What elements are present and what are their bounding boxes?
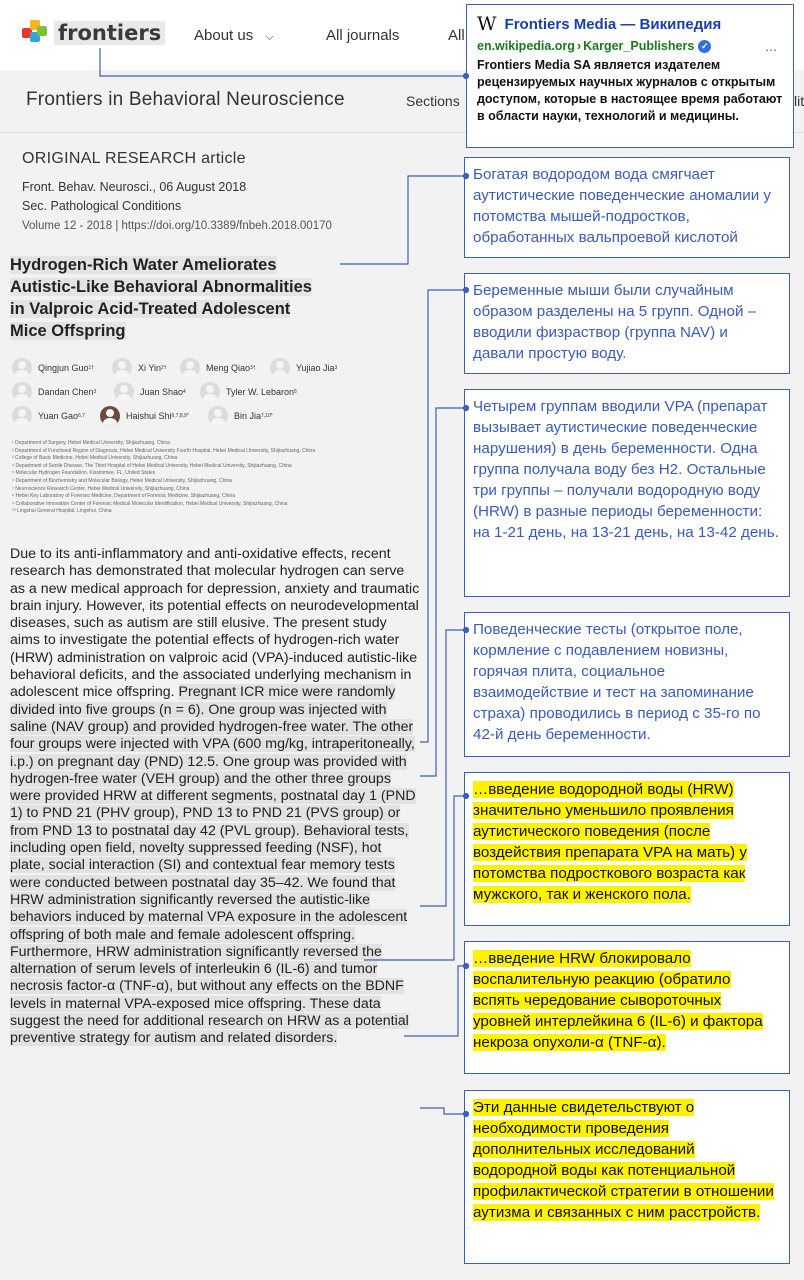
author-name: Bin Jia — [234, 411, 262, 421]
article-title — [10, 254, 340, 342]
section-name[interactable]: Sec. Pathological Conditions — [22, 199, 182, 213]
author[interactable] — [270, 358, 337, 378]
frontiers-logo[interactable] — [22, 20, 165, 46]
author[interactable] — [12, 406, 85, 426]
author-affil: 3† — [250, 365, 256, 371]
avatar — [12, 406, 32, 426]
title-line-2: Autistic-Like Behavioral Abnormalities — [10, 278, 312, 296]
author-affil: 5 — [294, 389, 297, 395]
author-name: Juan Shao — [140, 387, 184, 397]
author[interactable] — [114, 382, 186, 402]
logo-text: frontiers — [54, 21, 165, 45]
author[interactable] — [100, 406, 189, 426]
abstract-highlighted: Pregnant ICR mice were randomly divided into five groups (n = 6). One group was injected with saline (NAV group) and provided hydrogen-free water. The other four groups were injected with VPA (600 mg/kg, intraperitoneally, i.p.) on pregnant day (PND) 12.5. One group was provided with hydrogen-free water (VEH group) and the other three groups were provided HRW at different segments, postnatal day 1 (PND 1) to PND 21 (PHV group), PND 13 to PND 21 (PVS group) or from PND 13 to postnatal day 42 (PVL group). Behavioral tests, including open field, novelty suppressed feeding (NSF), hot plate, social interaction (SI) and contextual fear memory tests were conducted between postnatal day 35–42. We found that HRW administration significantly reversed the autistic-like behaviors induced by maternal VPA exposure in the adolescent offspring of both male and female adolescent offspring. Furthermore, HRW administration significantly reversed the alternation of serum levels of interleukin 6 (IL-6) and tumor necrosis factor-α (TNF-α), but without any effects on the BDNF levels in maternal VPA-exposed mice offspring. These data suggest the need for additional research on HRW as a potential preventive strategy for autism and related disorders. — [10, 684, 416, 1047]
author-affil: 3 — [334, 365, 338, 371]
avatar — [270, 358, 290, 378]
author-name: Qingjun Guo — [38, 363, 89, 373]
author-affil: 4 — [183, 389, 186, 395]
affiliation: ⁸ Hebei Key Laboratory of Forensic Medicine, Department of Forensic Medicine, Shijiazhuang, China — [12, 493, 236, 500]
callout-behavior-tests — [464, 612, 790, 757]
author-affil: 6,7,8,9* — [171, 413, 189, 419]
callout-vpa-groups — [464, 389, 790, 597]
volume-doi[interactable]: Volume 12 - 2018 | https://doi.org/10.3389/fnbeh.2018.00170 — [22, 220, 332, 232]
callout-inflammation — [464, 941, 790, 1074]
wiki-title-text: Frontiers Media — Википедия — [504, 15, 722, 33]
avatar — [12, 358, 32, 378]
affiliation: ¹ Department of Surgery, Hebei Medical University, Shijiazhuang, China — [12, 440, 170, 446]
citation: Front. Behav. Neurosci., 06 August 2018 — [22, 180, 247, 194]
callout-hrw-effect — [464, 772, 790, 926]
author-affil: 2† — [161, 365, 167, 371]
wiki-url-separator: › — [576, 39, 582, 53]
title-line-3: in Valproic Acid-Treated Adolescent — [10, 300, 291, 318]
nav-all[interactable]: All — [448, 27, 465, 44]
verified-icon: ✓ — [698, 40, 711, 53]
wiki-url-domain: en.wikipedia.org — [477, 39, 575, 53]
author-name: Tyler W. Lebaron — [226, 387, 295, 397]
avatar — [112, 358, 132, 378]
callout-text: Четырем группам вводили VPA (препарат вызывает аутистические поведенческие нарушения) в день беременности. Одна группа получала воду без H2. Остальные три группы – получали водородную воду (HRW) в разные периоды беременности: на 1-21 день, на 13-21 день, на 13-42 день. — [473, 398, 779, 541]
affiliation: ⁷ Neuroscience Research Center, Hebei Medical University, Shijiazhuang, China — [12, 485, 190, 492]
author-name: Dandan Chen — [38, 387, 94, 397]
wikipedia-logo-icon: W — [477, 13, 497, 35]
wiki-snippet-bold: Frontiers Media SA — [477, 58, 591, 72]
callout-text: …введение водородной воды (HRW) значительно уменьшило проявления аутистического поведения (после воздействия препарата VPA на мать) у потомства подросткового возраста как мужского, так и женского пола. — [473, 781, 747, 903]
author[interactable] — [208, 406, 273, 426]
author-name: Yuan Gao — [38, 411, 79, 421]
wiki-title[interactable] — [477, 13, 783, 35]
callout-title-translation — [464, 157, 790, 258]
abstract — [10, 546, 420, 1048]
callout-text: Поведенческие тесты (открытое поле, кормление с подавлением новизны, горячая плита, социальное взаимодействие и тест на запоминание страха) проводились в период с 35-го по 42-й день беременности. — [473, 621, 761, 743]
article-type: ORIGINAL RESEARCH article — [22, 150, 246, 167]
callout-text: …введение HRW блокировало воспалительную реакцию (обратило вспять чередование сывороточных уровней интерлейкина 6 (IL-6) и фактора некроза опухоли-α (TNF-α). — [473, 950, 763, 1051]
affiliation: ² Department of Functional Region of Diagnosis, Hebei Medical University Fourth Hospital, Hebei Medical University, Shijiazhuang, China — [12, 447, 316, 454]
author-affil: 7,10* — [261, 413, 273, 419]
nav-about-label: About us — [194, 27, 254, 44]
affiliation: ⁶ Department of Biochemistry and Molecular Biology, Hebei Medical University, Shijiazhuang, China — [12, 477, 233, 484]
chevron-down-icon: ⌵ — [265, 31, 274, 43]
author[interactable] — [180, 358, 256, 378]
affiliation: ⁵ Molecular Hydrogen Foundation, Kissimmee, FL, United States — [12, 470, 156, 477]
avatar — [180, 358, 200, 378]
callout-text: Беременные мыши были случайным образом разделены на 5 групп. Одной – вводили физраствор (группа NAV) и давали простую воду. — [473, 282, 757, 362]
author-affil: 6,7 — [78, 413, 85, 419]
author-affil: 3 — [93, 389, 97, 395]
nav-overflow-text: lit — [794, 93, 804, 109]
wikipedia-card[interactable] — [466, 4, 794, 148]
affiliation: ³ College of Basic Medicine, Hebei Medical University, Shijiazhuang, China — [12, 455, 178, 462]
author-affil: 1† — [88, 365, 95, 371]
avatar — [208, 406, 228, 426]
sections-menu[interactable]: Sections — [406, 93, 460, 109]
avatar — [100, 406, 120, 426]
avatar — [200, 382, 220, 402]
callout-text: Эти данные свидетельствуют о необходимости проведения дополнительных исследований водородной воды как потенциальной профилактической стратегии в отношении аутизма и связанных с ним расстройств. — [473, 1099, 774, 1221]
affiliation: ¹⁰ Lingshui General Hospital, Lingshui, China — [12, 508, 112, 515]
journal-title[interactable]: Frontiers in Behavioral Neuroscience — [26, 89, 345, 110]
callout-conclusion — [464, 1090, 790, 1264]
wiki-url[interactable] — [477, 39, 783, 53]
author-name: Xi Yin — [138, 363, 162, 373]
abstract-intro: Due to its anti-inflammatory and anti-oxidative effects, recent research has demonstrated that molecular hydrogen can serve as a new medical approach for depression, anxiety and traumatic brain injury. However, its potential effects on neurodevelopmental diseases, such as autism are still elusive. The present study aims to investigate the potential effects of hydrogen-rich water (HRW) administration on valproic acid (VPA)-induced autistic-like behavioral deficits, and the associated underlying mechanism in adolescent mice offspring. — [10, 546, 420, 701]
wiki-snippet-rest: является издателем рецензируемых научных журналов с открытым доступом, которые в настоящее время работают в области науки, технологий и медицины. — [477, 58, 783, 123]
title-line-4: Mice Offspring — [10, 322, 126, 340]
frontiers-logo-icon — [22, 20, 48, 46]
more-options-icon[interactable]: ⋯ — [765, 43, 777, 57]
author[interactable] — [12, 358, 94, 378]
author-name: Yujiao Jia — [296, 363, 335, 373]
avatar — [114, 382, 134, 402]
avatar — [12, 382, 32, 402]
affiliation: ⁹ Collaborative Innovation Center of Forensic Medical Molecular Identification, Hebei Medical University, Shijiazhuang, China — [12, 500, 288, 507]
wiki-snippet — [477, 57, 783, 125]
author[interactable] — [112, 358, 167, 378]
affiliation: ⁴ Department of Senile Disease, The Third Hospital of Hebei Medical University, Hebei Medical University, Shijiazhuang, China — [12, 462, 292, 469]
callout-groups — [464, 273, 790, 374]
author-name: Meng Qiao — [206, 363, 251, 373]
author-name: Haishui Shi — [126, 411, 172, 421]
author[interactable] — [12, 382, 96, 402]
title-line-1: Hydrogen-Rich Water Ameliorates — [10, 256, 277, 274]
callout-text: Богатая водородом вода смягчает аутистические поведенческие аномалии у потомства мышей-подростков, обработанных вальпроевой кислотой — [473, 166, 772, 246]
wiki-url-path: Karger_Publishers — [583, 39, 695, 53]
author[interactable] — [200, 382, 297, 402]
affiliations — [12, 440, 412, 516]
nav-all-journals[interactable]: All journals — [326, 27, 400, 44]
nav-about-us[interactable] — [194, 27, 274, 44]
